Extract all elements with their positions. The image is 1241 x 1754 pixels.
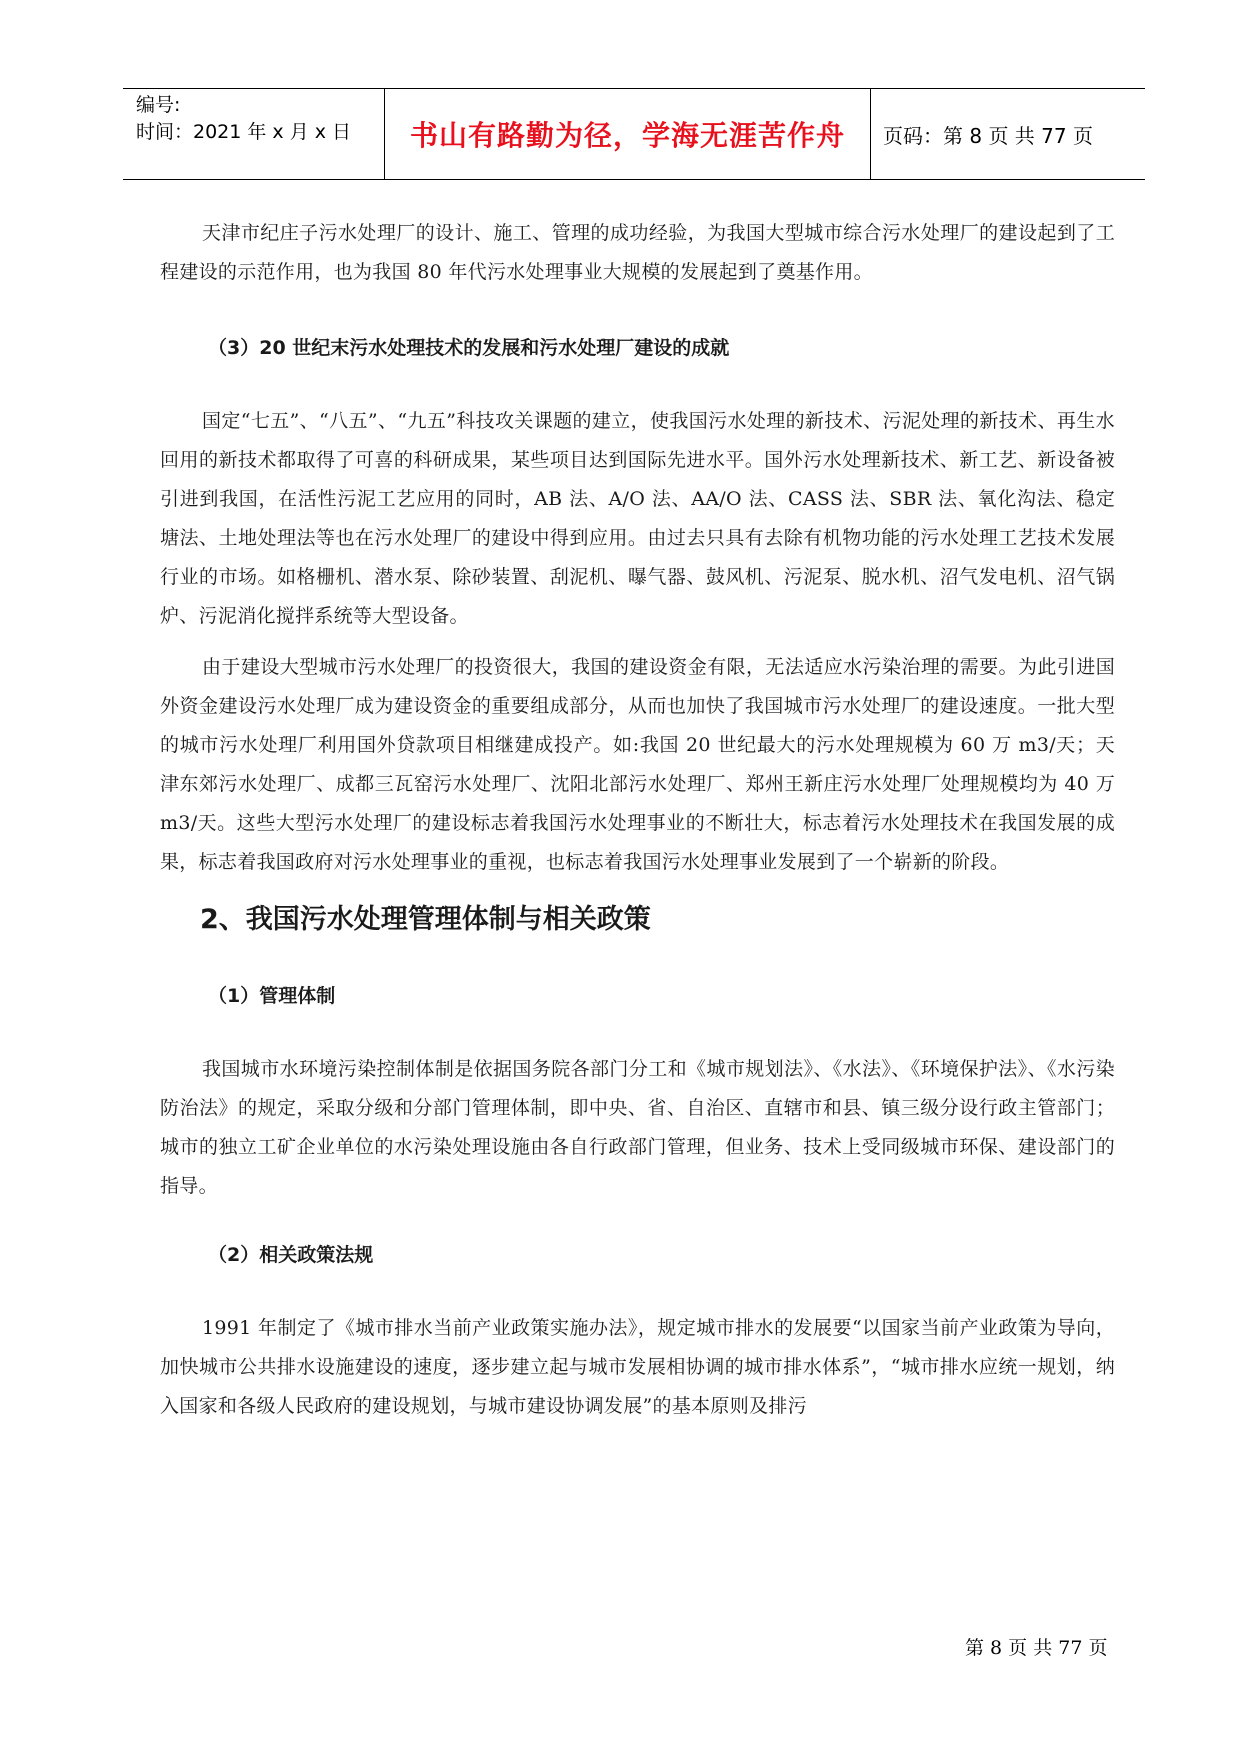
paragraph-3: 由于建设大型城市污水处理厂的投资很大，我国的建设资金有限，无法适应水污染治理的需要。为此引进国外资金建设污水处理厂成为建设资金的重要组成部分，从而也加快了我国城市污水处理厂的建设速度。一批大型的城市污水处理厂利用国外贷款项目相继建成投产。如:我国 20 世纪最大的污水处理规模为 60 万 m3/天；天津东郊污水处理厂、成都三瓦窑污水处理厂、沈阳北部污水处理厂、郑州王新庄污水处理厂处理规模均为 40 万 m3/天。这些大型污水处理厂的建设标志着我国污水处理事业的不断壮大，标志着污水处理技术在我国发展的成果，标志着我国政府对污水处理事业的重视，也标志着我国污水处理事业发展到了一个崭新的阶段。 bbox=[160, 656, 1115, 873]
header-motto bbox=[385, 89, 871, 179]
paragraph-1: 天津市纪庄子污水处理厂的设计、施工、管理的成功经验，为我国大型城市综合污水处理厂的建设起到了工程建设的示范作用，也为我国 80 年代污水处理事业大规模的发展起到了奠基作用。 bbox=[160, 222, 1115, 283]
document-body bbox=[160, 214, 1115, 1426]
section-heading-2: 2、我国污水处理管理体制与相关政策 bbox=[200, 904, 651, 935]
page-header bbox=[123, 88, 1145, 180]
header-meta bbox=[123, 89, 385, 179]
subheading-1: （1）管理体制 bbox=[208, 985, 336, 1007]
header-page-info: 页码：第 8 页 共 77 页 bbox=[883, 123, 1093, 148]
page-footer: 第 8 页 共 77 页 bbox=[965, 1637, 1108, 1659]
motto-text: 书山有路勤为径，学海无涯苦作舟 bbox=[409, 119, 845, 152]
time-label: 时间：2021 年 x 月 x 日 bbox=[136, 121, 352, 143]
paragraph-5: 1991 年制定了《城市排水当前产业政策实施办法》，规定城市排水的发展要“以国家当前产业政策为导向，加快城市公共排水设施建设的速度，逐步建立起与城市发展相协调的城市排水体系”，“城市排水应统一规划，纳入国家和各级人民政府的建设规划，与城市建设协调发展”的基本原则及排污 bbox=[160, 1317, 1115, 1417]
subheading-2: （2）相关政策法规 bbox=[208, 1244, 374, 1266]
number-label: 编号: bbox=[136, 94, 181, 116]
subheading-3: （3）20 世纪末污水处理技术的发展和污水处理厂建设的成就 bbox=[208, 337, 730, 359]
paragraph-4: 我国城市水环境污染控制体制是依据国务院各部门分工和《城市规划法》、《水法》、《环境保护法》、《水污染防治法》的规定，采取分级和分部门管理体制，即中央、省、自治区、直辖市和县、镇三级分设行政主管部门；城市的独立工矿企业单位的水污染处理设施由各自行政部门管理，但业务、技术上受同级城市环保、建设部门的指导。 bbox=[160, 1058, 1115, 1197]
paragraph-2: 国定“七五”、“八五”、“九五”科技攻关课题的建立，使我国污水处理的新技术、污泥处理的新技术、再生水回用的新技术都取得了可喜的科研成果，某些项目达到国际先进水平。国外污水处理新技术、新工艺、新设备被引进到我国，在活性污泥工艺应用的同时，AB 法、A/O 法、AA/O 法、CASS 法、SBR 法、氧化沟法、稳定塘法、土地处理法等也在污水处理厂的建设中得到应用。由过去只具有去除有机物功能的污水处理工艺技术发展行业的市场。如格栅机、潜水泵、除砂装置、刮泥机、曝气器、鼓风机、污泥泵、脱水机、沼气发电机、沼气锅炉、污泥消化搅拌系统等大型设备。 bbox=[160, 410, 1116, 627]
